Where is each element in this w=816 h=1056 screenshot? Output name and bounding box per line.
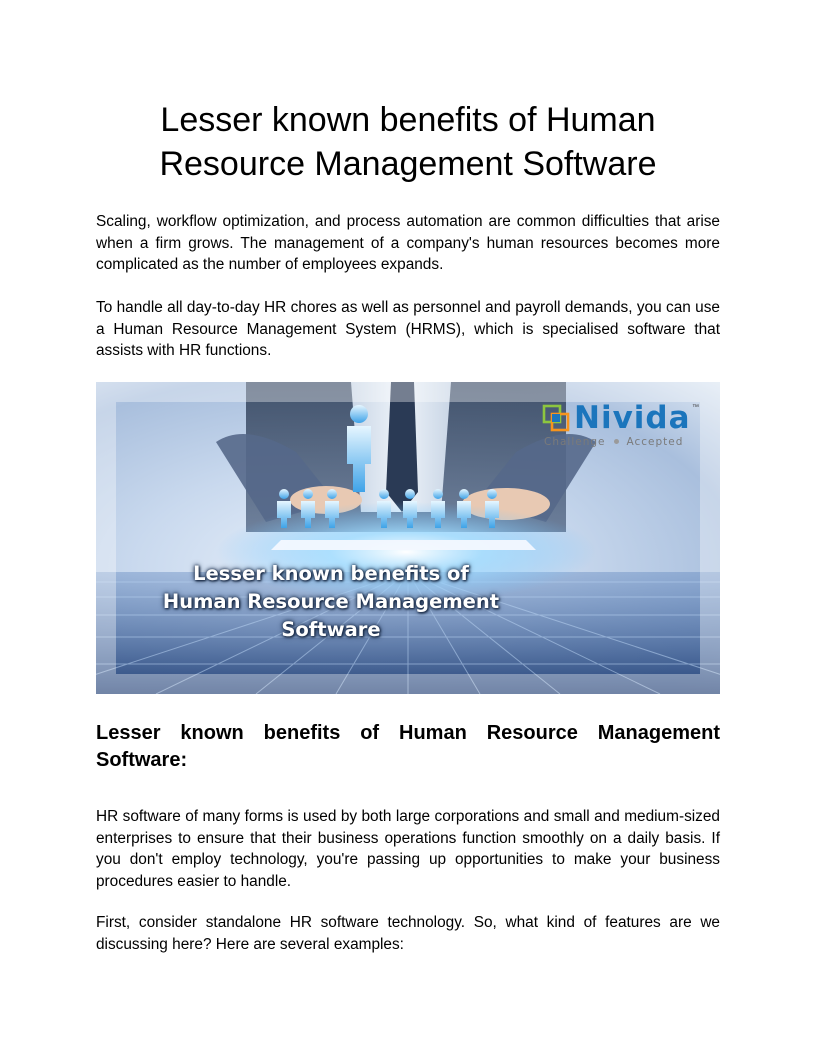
logo-tagline	[544, 436, 683, 448]
body-paragraph-2: First, consider standalone HR software technology. So, what kind of features are we discussing here? Here are several examples:	[96, 914, 720, 953]
logo-name: Nivida	[574, 400, 691, 436]
document-title: Lesser known benefits of Human Resource Management Software	[159, 101, 657, 183]
banner-image	[96, 382, 720, 694]
banner-caption	[96, 560, 566, 644]
body-paragraph-1: HR software of many forms is used by both large corporations and small and medium-sized enterprises to ensure that their business operations function smoothly on a daily basis. If you don't employ technology, you're passing up opportunities to make your business procedures easier to handle.	[96, 808, 720, 890]
intro-paragraph-2: To handle all day-to-day HR chores as well as personnel and payroll demands, you can use a Human Resource Management System (HRMS), which is specialised software that assists with HR functions.	[96, 299, 720, 359]
nivida-logo	[542, 400, 702, 454]
banner-caption-line: Human Resource Management	[162, 590, 500, 613]
section-heading: Lesser known benefits of Human Resource Management Software:	[96, 722, 720, 771]
banner-caption-line: Software	[281, 618, 381, 641]
logo-trademark: ™	[692, 404, 699, 411]
intro-paragraph-1: Scaling, workflow optimization, and process automation are common difficulties that arise when a firm grows. The management of a company's human resources becomes more complicated as the number of employees expands.	[96, 213, 720, 273]
banner-caption-line: Lesser known benefits of	[193, 562, 469, 585]
logo-tagline-left: Challenge	[544, 436, 606, 448]
dot-separator-icon	[614, 439, 619, 444]
logo-tagline-right: Accepted	[626, 436, 684, 448]
nivida-logo-mark-icon	[542, 404, 570, 432]
